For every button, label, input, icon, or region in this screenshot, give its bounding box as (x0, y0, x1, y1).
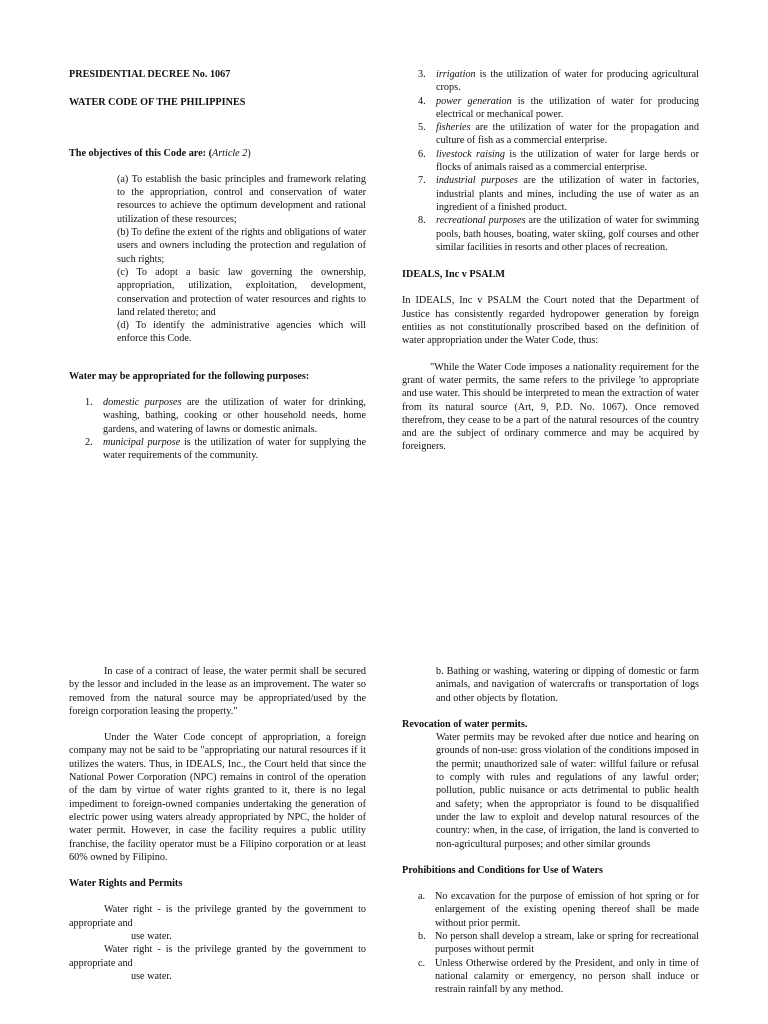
revocation-text: Water permits may be revoked after due notice and hearing on grounds of non-use: gross violation of the conditions imposed in the permit; unauthorized sale of water: willful failure or refusal to comply with rules and regulations of any lawful order; pollution, public nuisance or acts detrimental to public health and safety; when the appropriator is found to be disqualified under the law to exploit and develop natural resources of the country: when, in the case, of irrigation, the land is converted to non-agricultural purposes; and other similar grounds (436, 732, 699, 850)
case-heading: IDEALS, Inc v PSALM (402, 269, 506, 281)
purpose-item (402, 174, 699, 214)
objectives-heading-ref: Article 2 (211, 147, 248, 159)
purpose-text: is the utilization of water for producing agricultural crops. (436, 69, 699, 94)
objective-item (117, 226, 366, 266)
objective-text: (a) To establish the basic principles and framework relating to the appropriation, control and conservation of water resources to achieve the optimum development and rational utilization of these resources; (117, 173, 366, 225)
purpose-text: are the utilization of water for the propagation and culture of fish as a commercial enterprise. (436, 122, 699, 147)
prohibition-letter: a. (418, 891, 426, 903)
purpose-term: industrial purposes (436, 175, 518, 187)
prohibition-letter: c. (418, 957, 426, 969)
objective-text: (b) To define the extent of the rights and obligations of water users and owners including the protection and regulation of such rights; (117, 227, 366, 265)
water-right-definition: Water right - is the privilege granted by the government to appropriate and (69, 904, 366, 929)
case-quote: "While the Water Code imposes a nationality requirement for the grant of water permits, the same refers to the privilege 'to appropriate and use water. This should be interpreted to mean the extraction of water from its natural source (Art, 9, P.D. No. 1067). Once removed therefrom, they cease to be a part of the natural resources of the country and are the subject of ordinary commerce and may be acquired by foreigners. (402, 361, 699, 453)
purpose-number: 1. (85, 397, 93, 409)
page1-left-column (69, 68, 366, 463)
use-item-b: b. Bathing or washing, watering or dipping of domestic or farm animals, and navigation of watercrafts or transportation of logs and other objects by flotation. (436, 666, 699, 704)
revocation-heading: Revocation of water permits. (402, 718, 528, 730)
water-right-definition-cont: use water. (131, 931, 172, 943)
prohibition-text: No excavation for the purpose of emission of hot spring or for enlargement of the existing opening thereof shall be made without prior permit. (435, 891, 699, 929)
purposes-list-right (402, 68, 699, 254)
purpose-item (402, 95, 699, 122)
purpose-term: municipal purpose (103, 436, 181, 448)
purpose-term: domestic purposes (103, 397, 182, 409)
purpose-text: is the utilization of water for large herds or flocks of animals raised as a commercial enterprise. (436, 148, 699, 174)
water-rights-heading: Water Rights and Permits (69, 878, 183, 890)
purpose-number: 8. (418, 215, 426, 227)
document-subtitle: WATER CODE OF THE PHILIPPINES (69, 97, 246, 109)
document-title: PRESIDENTIAL DECREE No. 1067 (69, 69, 231, 80)
objective-item (117, 266, 366, 319)
water-right-definition: Water right - is the privilege granted by the government to appropriate and (69, 944, 366, 969)
purpose-text: are the utilization of water in factories, industrial plants and mines, including the use of water as an ingredient of a finished product. (436, 175, 699, 213)
case-paragraph: In IDEALS, Inc v PSALM the Court noted that the Department of Justice has consistently regarded hydropower generation by foreign entities as not constitutionally proscribed based on the definition of water appropriation under the Water Code, thus: (402, 295, 699, 347)
purpose-text: is the utilization of water for supplying the water requirements of the community. (103, 436, 366, 462)
purpose-item (402, 68, 699, 95)
prohibition-item (402, 957, 699, 997)
purpose-number: 6. (418, 148, 426, 160)
prohibition-text: Unless Otherwise ordered by the President, and only in time of national calamity or emergency, no person shall induce or restrain rainfall by any method. (435, 957, 699, 996)
purpose-number: 4. (418, 95, 426, 107)
prohibitions-heading: Prohibitions and Conditions for Use of Waters (402, 864, 603, 876)
document-page-2 (0, 650, 768, 1024)
objectives-heading (69, 147, 366, 160)
purpose-number: 5. (418, 122, 426, 134)
purpose-number: 2. (85, 436, 93, 448)
purpose-item (402, 148, 699, 175)
prohibition-text: No person shall develop a stream, lake or spring for recreational purposes without permit (435, 931, 699, 956)
purpose-term: livestock raising (436, 148, 505, 160)
purpose-number: 7. (418, 175, 426, 187)
purpose-number: 3. (418, 69, 426, 80)
objective-item (117, 173, 366, 226)
page2-right-column (402, 665, 699, 997)
prohibition-item (402, 930, 699, 957)
appropriation-paragraph: Under the Water Code concept of appropriation, a foreign company may not be said to be "appropriating our natural resources if it utilizes the waters. Thus, in IDEALS, Inc., the Court held that since the National Power Corporation (NPC) remains in control of the operation of the dam by virtue of water rights granted to it, there is no legal impediment to foreign-owned companies undertaking the generation of electric power using waters already appropriated by NPC, the holder of water permit. However, in case the facility requires a public utility franchise, the facility operator must be a Filipino corporation or at least 60% owned by Filipino. (69, 732, 366, 863)
prohibition-letter: b. (418, 931, 426, 943)
lease-paragraph: In case of a contract of lease, the water permit shall be secured by the lessor and included in the lease as an improvement. The water so removed from the natural source may be appropriated/used by the foreign corporation leasing the property." (69, 666, 366, 717)
objective-item (117, 319, 366, 346)
purpose-text: are the utilization of water for swimming pools, bath houses, boating, water skiing, golf courses and other similar facilities in resorts and other places of recreation. (436, 215, 699, 253)
purpose-term: irrigation (436, 69, 476, 80)
prohibition-item (402, 890, 699, 930)
purpose-text: is the utilization of water for producing electrical or mechanical power. (436, 95, 700, 120)
purpose-item (69, 436, 366, 463)
objective-text: (c) To adopt a basic law governing the ownership, appropriation, utilization, exploitation, development, conservation and protection of water resources and rights to land related thereto; and (117, 266, 366, 318)
water-right-definition-cont: use water. (131, 970, 172, 982)
purpose-term: fisheries (436, 122, 471, 134)
purpose-term: recreational purposes (436, 215, 526, 227)
purposes-heading: Water may be appropriated for the following purposes: (69, 370, 310, 382)
prohibitions-list (402, 890, 699, 996)
purposes-list-left (69, 396, 366, 462)
page1-right-column (402, 68, 699, 454)
objective-text: (d) To identify the administrative agencies which will enforce this Code. (117, 320, 366, 345)
objectives-heading-close: ) (247, 147, 251, 159)
objectives-heading-text: The objectives of this Code are: ( (69, 147, 212, 159)
purpose-term: power generation (436, 95, 512, 107)
page2-left-column (69, 665, 366, 983)
purpose-item (69, 396, 366, 436)
purpose-item (402, 214, 699, 254)
objectives-list (117, 173, 366, 346)
purpose-text: are the utilization of water for drinking, washing, bathing, cooking or other household needs, home gardens, and watering of lawns or domestic animals. (103, 397, 366, 435)
purpose-item (402, 121, 699, 148)
